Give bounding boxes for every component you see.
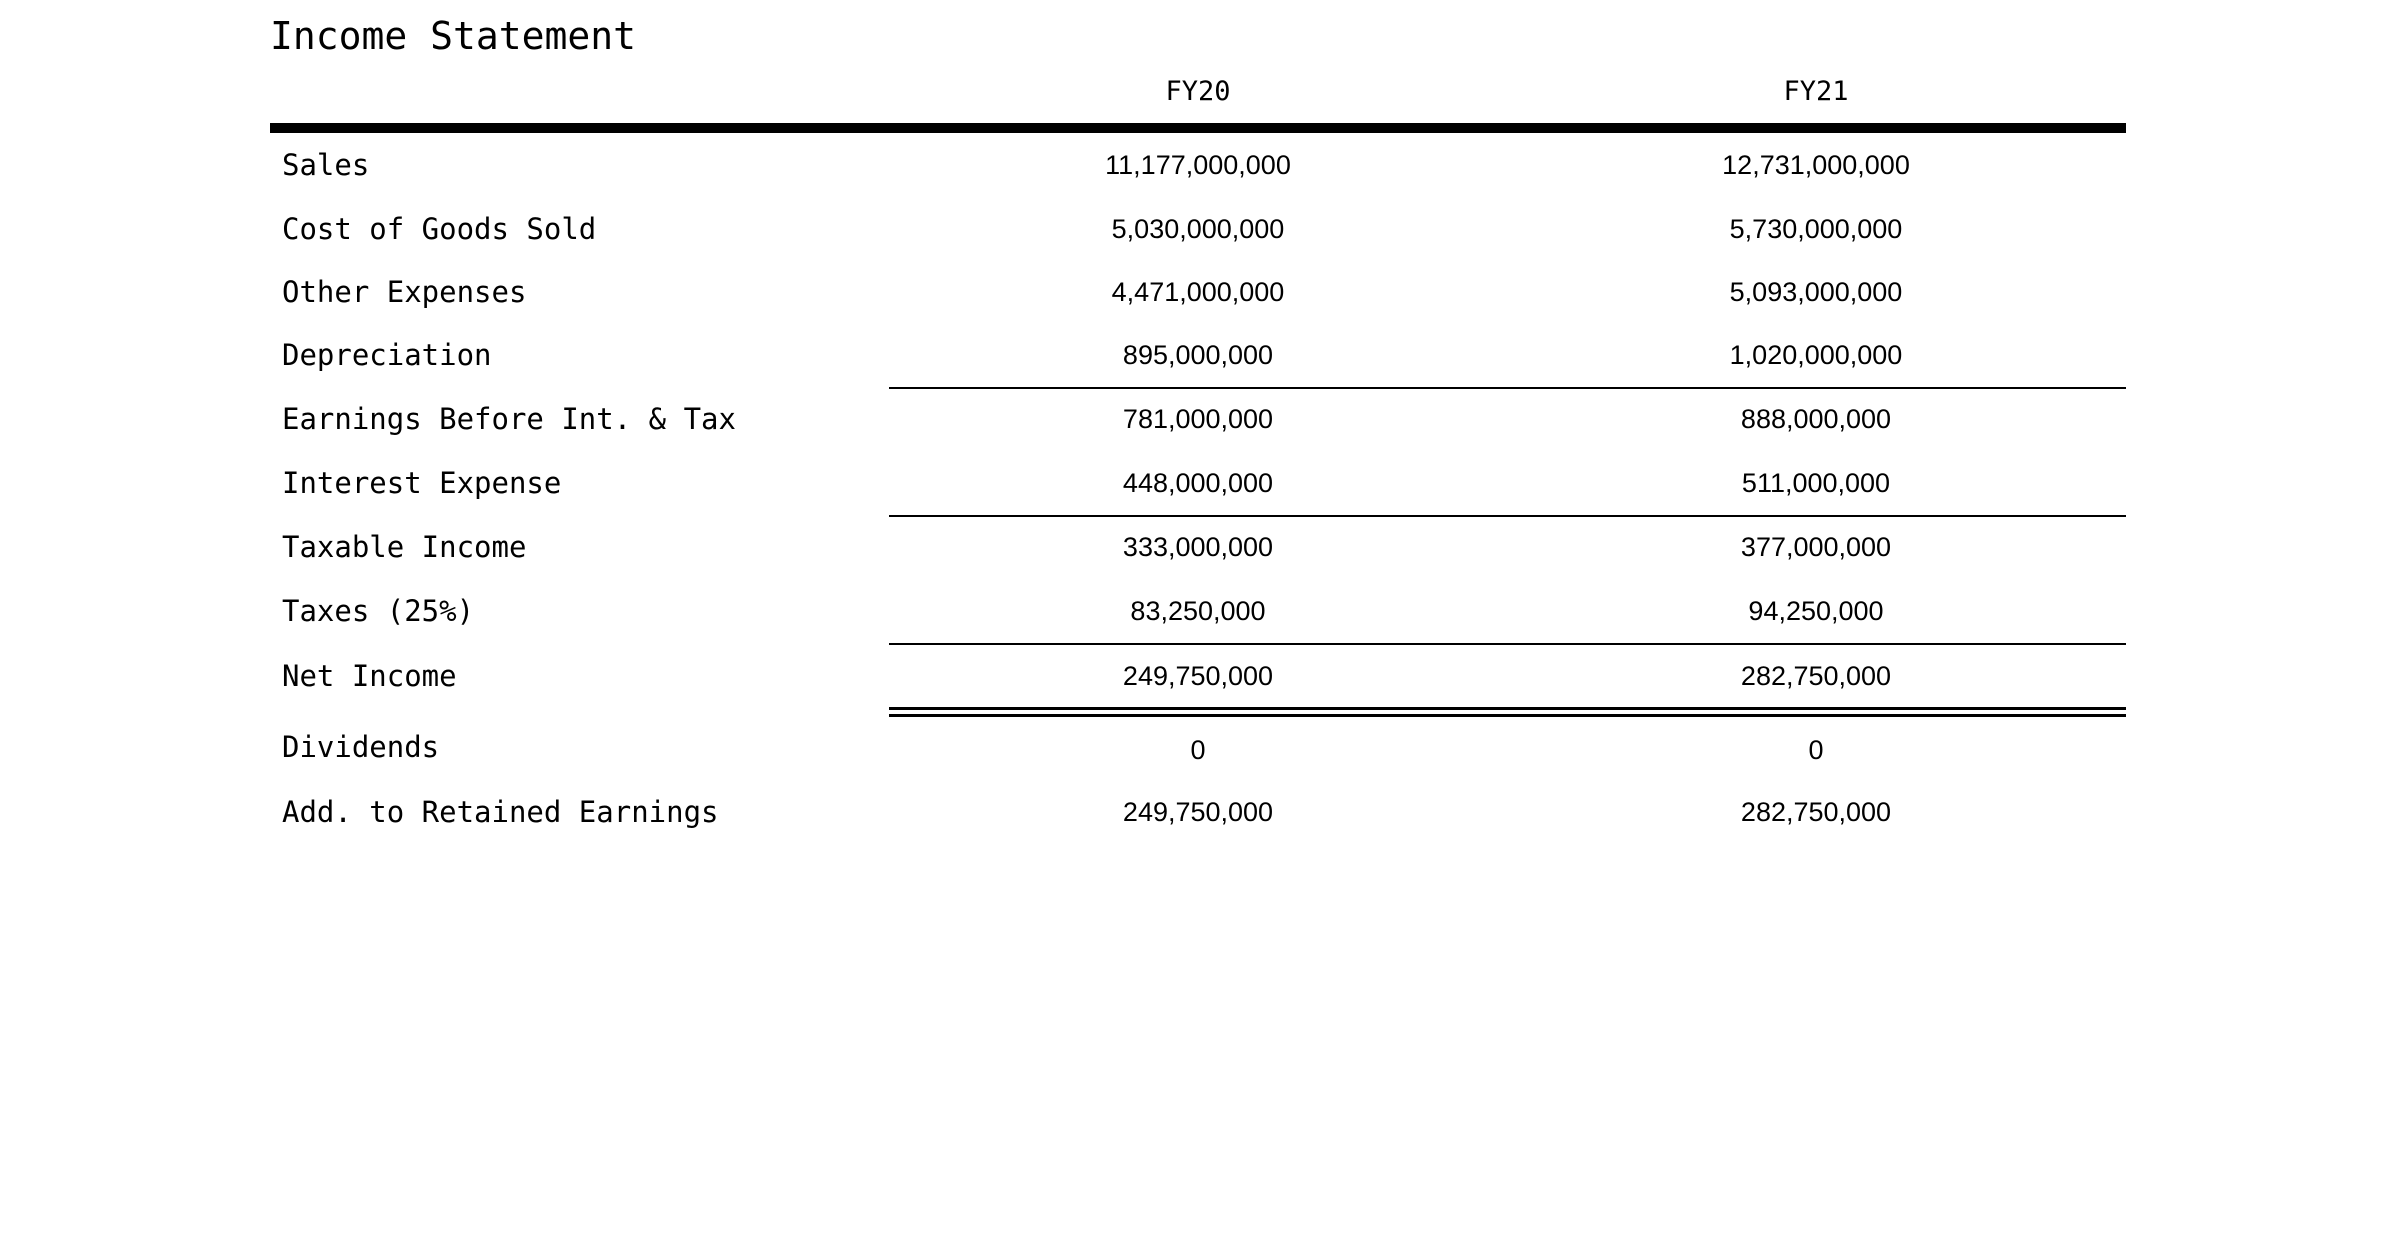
table-row-net-income	[270, 654, 2126, 698]
row-value-fy20: 5,030,000,000	[1111, 214, 1285, 244]
table-row-cogs	[270, 207, 2126, 251]
row-label: Interest Expense	[282, 466, 562, 500]
table-row-taxes	[270, 589, 2126, 633]
column-header-fy21: FY21	[1783, 76, 1849, 107]
row-value-fy20: 83,250,000	[1130, 596, 1266, 626]
row-label: Add. to Retained Earnings	[282, 795, 719, 829]
row-value-fy21: 5,093,000,000	[1729, 277, 1903, 307]
row-value-fy20: 249,750,000	[1122, 797, 1274, 827]
row-value-fy20: 895,000,000	[1122, 340, 1274, 370]
row-label: Dividends	[282, 730, 440, 764]
row-label: Net Income	[282, 659, 457, 693]
table-row-dividends	[270, 725, 2126, 769]
table-row-taxable-income	[270, 525, 2126, 569]
row-value-fy21: 94,250,000	[1748, 596, 1884, 626]
table-row-ebit	[270, 397, 2126, 441]
row-value-fy21: 5,730,000,000	[1729, 214, 1903, 244]
table-row-retained-earnings	[270, 790, 2126, 834]
row-value-fy21: 282,750,000	[1740, 661, 1892, 691]
table-row-sales	[270, 143, 2126, 187]
table-row-depreciation	[270, 333, 2126, 377]
subtotal-rule	[889, 387, 2126, 389]
row-label: Taxes (25%)	[282, 594, 475, 628]
row-value-fy20: 249,750,000	[1122, 661, 1274, 691]
table-row-interest-expense	[270, 461, 2126, 505]
row-value-fy21: 377,000,000	[1740, 532, 1892, 562]
row-value-fy21: 0	[1808, 735, 1824, 765]
row-value-fy21: 12,731,000,000	[1722, 150, 1910, 180]
page-title: Income Statement	[270, 14, 637, 58]
subtotal-rule	[889, 643, 2126, 645]
table-row-other-expenses	[270, 270, 2126, 314]
column-header-fy20: FY20	[1165, 76, 1231, 107]
row-label: Earnings Before Int. & Tax	[282, 402, 736, 436]
row-value-fy20: 11,177,000,000	[1105, 150, 1291, 180]
row-value-fy21: 1,020,000,000	[1729, 340, 1903, 370]
row-label: Sales	[282, 148, 370, 182]
row-value-fy21: 282,750,000	[1740, 797, 1892, 827]
row-value-fy21: 888,000,000	[1740, 404, 1892, 434]
subtotal-rule	[889, 515, 2126, 517]
header-rule	[270, 123, 2126, 133]
row-value-fy21: 511,000,000	[1741, 468, 1891, 498]
total-double-rule	[889, 707, 2126, 717]
row-label: Depreciation	[282, 338, 492, 372]
row-value-fy20: 0	[1190, 735, 1206, 765]
row-label: Other Expenses	[282, 275, 527, 309]
row-label: Cost of Goods Sold	[282, 212, 597, 246]
row-value-fy20: 448,000,000	[1122, 468, 1274, 498]
row-label: Taxable Income	[282, 530, 527, 564]
row-value-fy20: 781,000,000	[1122, 404, 1274, 434]
row-value-fy20: 4,471,000,000	[1111, 277, 1285, 307]
row-value-fy20: 333,000,000	[1122, 532, 1274, 562]
